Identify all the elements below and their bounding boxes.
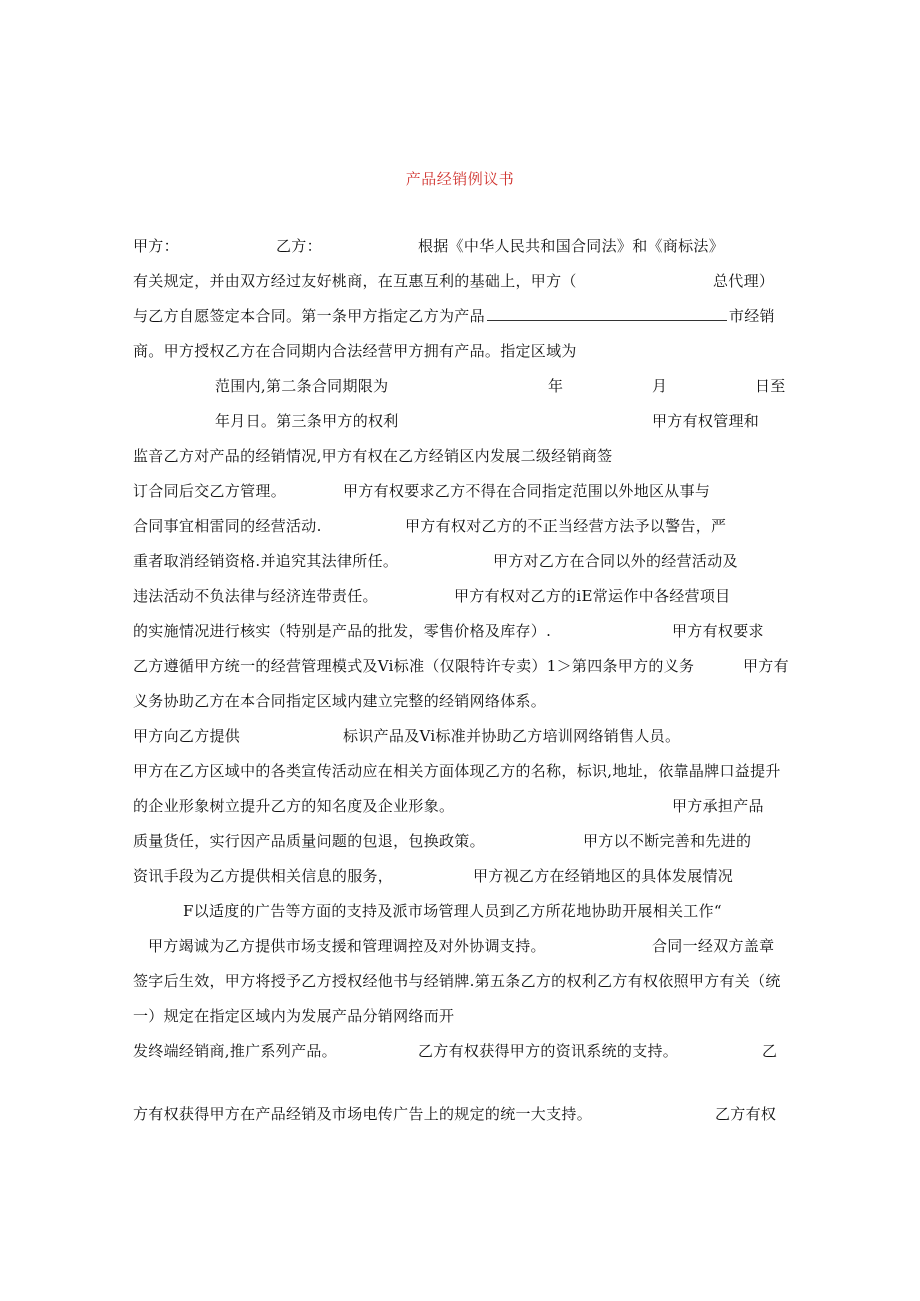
text-line: 年月日。第三条甲方的权利 bbox=[215, 412, 399, 430]
text-line: 的实施情况进行核实（特别是产品的批发，零售价格及库存）. bbox=[133, 622, 552, 640]
text-line: 乙方遵循甲方统一的经营管理模式及Vi标准（仅限特许专卖）1＞第四条甲方的义务 bbox=[133, 657, 695, 675]
text-line: 甲方有权管理和 bbox=[652, 412, 760, 430]
text-line: 甲方在乙方区域中的各类宣传活动应在相关方面体现乙方的名称，标识,地址，依靠晶牌口益提升 bbox=[133, 762, 781, 780]
text-line: 有关规定，并由双方经过友好桃商，在互惠互利的基础上，甲方（ bbox=[133, 272, 577, 290]
blank-underline bbox=[487, 306, 727, 321]
text-line: 订合同后交乙方管理。 bbox=[133, 482, 287, 500]
text-line: 甲方以不断完善和先进的 bbox=[583, 832, 752, 850]
text-line: 合同一经双方盖章 bbox=[652, 937, 775, 955]
text-line: 资讯手段为乙方提供相关信息的服务， bbox=[133, 867, 394, 885]
text-line: 违法活动不负法律与经济连带责任。 bbox=[133, 587, 378, 605]
text-line: 甲方视乙方在经销地区的具体发展情况 bbox=[473, 867, 734, 885]
text-line: 质量货任，实行因产品质量问题的包退，包换政策。 bbox=[133, 832, 485, 850]
text-line: 重者取消经销资格.并追究其法律所任。 bbox=[133, 552, 399, 570]
text-segment: 市经销 bbox=[728, 307, 775, 325]
text-line: 日至 bbox=[755, 377, 786, 395]
text-line: 签字后生效，甲方将授予乙方授权经他书与经销牌.第五条乙方的权利乙方有权依照甲方有关（统 bbox=[133, 972, 781, 990]
text-line: 标识产品及Vi标准并协助乙方培训网络销售人员。 bbox=[343, 727, 681, 745]
text-line: 甲方有权要求乙方不得在合同指定范围以外地区从事与 bbox=[343, 482, 711, 500]
text-line: 甲方向乙方提供 bbox=[133, 727, 241, 745]
text-segment: 与乙方自愿签定本合同。第一条甲方指定乙方为产品 bbox=[133, 307, 485, 325]
text-line: 义务协助乙方在本合同指定区域内建立完整的经销网络体系。 bbox=[133, 692, 547, 710]
text-line: 总代理） bbox=[713, 272, 775, 290]
text-line: 乙方有权 bbox=[715, 1105, 777, 1123]
text-line: 的企业形象树立提升乙方的知名度及企业形象。 bbox=[133, 797, 455, 815]
text-line: 合同事宜相雷同的经营活动. bbox=[133, 517, 322, 535]
text-line: 甲方竭诚为乙方提供市场支援和管理调控及对外协调支持。 bbox=[148, 937, 546, 955]
text-line: 一）规定在指定区域内为发展产品分销网络而开 bbox=[133, 1007, 455, 1025]
text-line: 根据《中华人民共和国合同法》和《商标法》 bbox=[418, 237, 725, 255]
text-line: 甲方承担产品 bbox=[672, 797, 764, 815]
text-line: 甲方有权要求 bbox=[672, 622, 764, 640]
text-line: 甲方对乙方在合同以外的经营活动及 bbox=[493, 552, 738, 570]
text-line: 月 bbox=[652, 377, 668, 395]
text-line: 乙 bbox=[762, 1042, 778, 1060]
text-line: 甲方有权对乙方的不正当经营方法予以警告，严 bbox=[405, 517, 727, 535]
document-title: 产品经销例议书 bbox=[405, 170, 515, 188]
text-line: 甲方有权对乙方的iE常运作中各经营项目 bbox=[454, 587, 731, 605]
text-line: 商。甲方授权乙方在合同期内合法经营甲方拥有产品。指定区域为 bbox=[133, 342, 577, 360]
text-line: 甲方有 bbox=[743, 657, 789, 675]
text-line: 方有权获得甲方在产品经销及市场电传广告上的规定的统一大支持。 bbox=[133, 1105, 593, 1123]
text-line: 乙方有权获得甲方的资讯系统的支持。 bbox=[418, 1042, 679, 1060]
text-line: 监音乙方对产品的经销情况,甲方有权在乙方经销区内发展二级经销商签 bbox=[133, 447, 613, 465]
party-a-label: 甲方： bbox=[133, 237, 179, 255]
text-line: 范围内,第二条合同期限为 bbox=[215, 377, 389, 395]
text-line: F以适度的广告等方面的支持及派市场管理人员到乙方所花地协助开展相关工作“ bbox=[183, 902, 722, 920]
text-line bbox=[133, 306, 775, 326]
party-b-label: 乙方： bbox=[276, 237, 322, 255]
text-line: 年 bbox=[548, 377, 564, 395]
text-line: 发终端经销商,推广系列产品。 bbox=[133, 1042, 337, 1060]
